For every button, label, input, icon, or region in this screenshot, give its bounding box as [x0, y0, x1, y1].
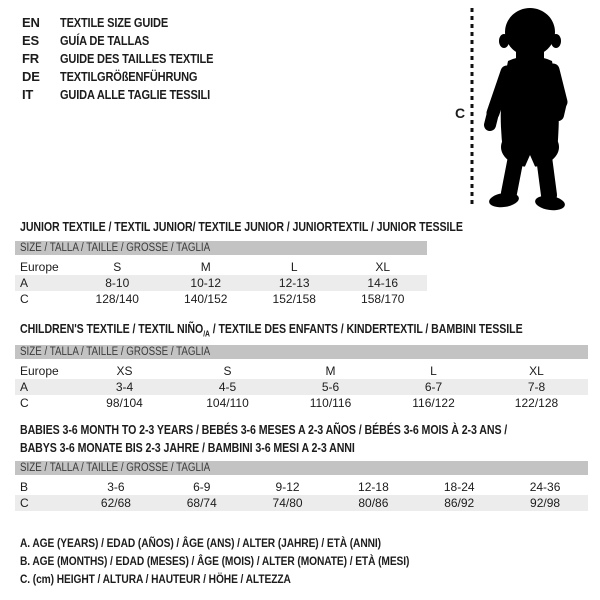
babies-title-line2: BABYS 3-6 MONATE BIS 2-3 JAHRE / BAMBINI 3-6 MESI A 2-3 ANNI	[20, 441, 355, 455]
size-header-bar	[15, 345, 588, 359]
months-cell: 12-18	[358, 480, 389, 494]
size-cell: XS	[116, 364, 133, 378]
height-cell: 74/80	[272, 496, 303, 510]
height-cell: 158/170	[361, 292, 405, 306]
table-row-months	[15, 479, 588, 495]
height-cell: 152/158	[272, 292, 316, 306]
language-code: FR	[22, 51, 39, 66]
months-cell: 24-36	[529, 480, 561, 494]
toddler-silhouette-icon	[478, 5, 580, 211]
size-cell: XL	[375, 260, 391, 274]
language-title: TEXTILGRÖßENFÜHRUNG	[60, 69, 198, 84]
legend-line-b: B. AGE (MONTHS) / EDAD (MESES) / ÂGE (MOIS) / ALTER (MONATE) / ETÀ (MESI)	[20, 554, 410, 568]
language-row-en	[22, 14, 240, 32]
height-cell: 68/74	[186, 496, 217, 510]
months-cell: 6-9	[193, 480, 211, 494]
babies-size-table	[15, 461, 588, 511]
language-title: TEXTILE SIZE GUIDE	[60, 15, 169, 30]
language-code: DE	[22, 69, 40, 84]
height-cell: 86/92	[444, 496, 475, 510]
age-cell: 4-5	[218, 380, 237, 394]
height-cell: 140/152	[184, 292, 228, 306]
age-cell: 12-13	[278, 276, 310, 290]
table-row-height	[15, 495, 588, 511]
junior-table-title: JUNIOR TEXTILE / TEXTIL JUNIOR/ TEXTILE JUNIOR / JUNIORTEXTIL / JUNIOR TESSILE	[20, 220, 463, 234]
age-cell: 8-10	[105, 276, 130, 290]
months-cell: 9-12	[275, 480, 300, 494]
table-row-height	[15, 291, 427, 307]
age-cell: 10-12	[190, 276, 222, 290]
row-label: C	[20, 396, 29, 410]
size-cell: L	[430, 364, 437, 378]
age-cell: 6-7	[424, 380, 443, 394]
language-code: IT	[22, 87, 34, 102]
size-header-bar	[15, 461, 588, 475]
size-cell: M	[325, 364, 336, 378]
height-dashed-line	[469, 8, 475, 208]
children-size-table	[15, 345, 588, 411]
language-title: GUÍA DE TALLAS	[60, 33, 150, 48]
table-row-europe	[15, 259, 427, 275]
language-code: EN	[22, 15, 40, 30]
row-label: Europe	[20, 364, 59, 378]
language-title-list	[22, 14, 240, 104]
language-code: ES	[22, 33, 39, 48]
junior-size-table	[15, 241, 427, 307]
size-cell: M	[200, 260, 211, 274]
row-label: C	[20, 496, 29, 510]
language-row-it	[22, 86, 240, 104]
legend-line-c: C. (cm) HEIGHT / ALTURA / HAUTEUR / HÖHE / ALTEZZA	[20, 572, 291, 586]
months-cell: 3-6	[107, 480, 125, 494]
table-row-age	[15, 275, 427, 291]
table-row-age	[15, 379, 588, 395]
table-row-height	[15, 395, 588, 411]
height-cell: 122/128	[514, 396, 559, 410]
age-cell: 5-6	[321, 380, 340, 394]
height-cell: 104/110	[206, 396, 249, 410]
language-title: GUIDE DES TAILLES TEXTILE	[60, 51, 214, 66]
size-cell: S	[223, 364, 232, 378]
size-cell: S	[113, 260, 122, 274]
size-header-text: SIZE / TALLA / TAILLE / GRÖSSE / TAGLIA	[20, 242, 211, 254]
language-row-es	[22, 32, 240, 50]
height-cell: 98/104	[106, 396, 143, 410]
height-cell: 80/86	[358, 496, 389, 510]
language-title: GUIDA ALLE TAGLIE TESSILI	[60, 87, 211, 102]
babies-title-line1: BABIES 3-6 MONTH TO 2-3 YEARS / BEBÉS 3-6 MESES A 2-3 AÑOS / BÉBÉS 3-6 MOIS À 2-3 ANS /	[20, 423, 508, 437]
height-cell: 128/140	[95, 292, 139, 306]
legend-line-a: A. AGE (YEARS) / EDAD (AÑOS) / ÂGE (ANS) / ALTER (JAHRE) / ETÀ (ANNI)	[20, 536, 381, 550]
row-label: C	[20, 292, 29, 306]
row-label: A	[20, 380, 29, 394]
height-measure-label: C	[455, 105, 466, 121]
legend	[20, 534, 478, 588]
size-cell: L	[290, 260, 298, 274]
age-cell: 7-8	[527, 380, 546, 394]
table-row-europe	[15, 363, 588, 379]
language-row-fr	[22, 50, 240, 68]
size-header-text: SIZE / TALLA / TAILLE / GRÖSSE / TAGLIA	[20, 346, 211, 358]
row-label: Europe	[20, 260, 59, 274]
height-cell: 110/116	[309, 396, 352, 410]
height-cell: 92/98	[530, 496, 561, 510]
row-label: B	[20, 480, 29, 494]
height-cell: 116/122	[412, 396, 455, 410]
babies-table-title	[20, 421, 593, 457]
age-cell: 3-4	[115, 380, 134, 394]
children-table-title: CHILDREN'S TEXTILE / TEXTIL $NIÑO_{/A}$ / TEXTILE DES ENFANTS / KINDERTEXTIL / BAMBINI TESSILE	[20, 322, 523, 339]
height-cell: 62/68	[100, 496, 131, 510]
language-row-de	[22, 68, 240, 86]
size-header-bar	[15, 241, 427, 255]
age-cell: 14-16	[367, 276, 399, 290]
size-cell: XL	[529, 364, 544, 378]
months-cell: 18-24	[443, 480, 475, 494]
row-label: A	[20, 276, 29, 290]
size-header-text: SIZE / TALLA / TAILLE / GRÖSSE / TAGLIA	[20, 462, 211, 474]
